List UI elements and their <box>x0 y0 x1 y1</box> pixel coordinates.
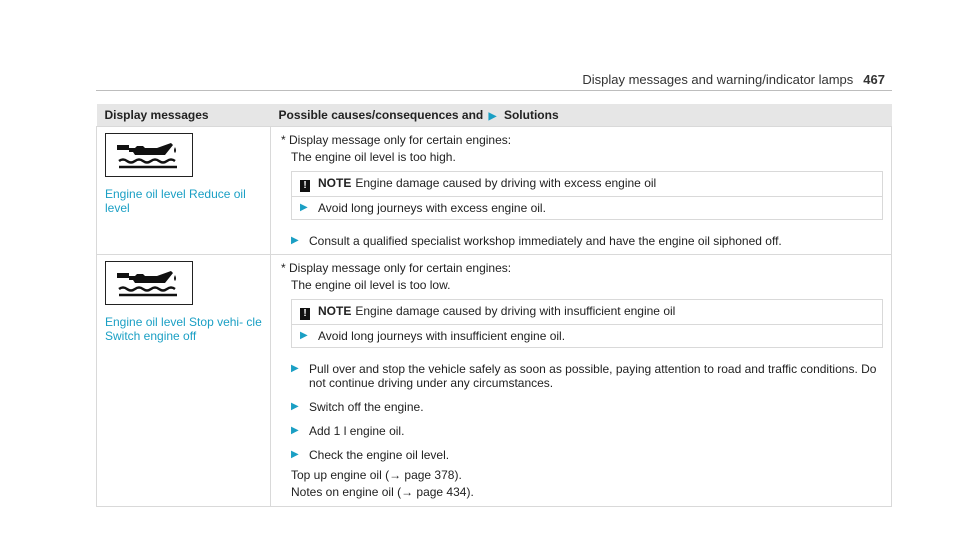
engine-oil-level-icon <box>105 133 193 177</box>
note-label: NOTE <box>318 304 352 318</box>
action-item: ▶ Pull over and stop the vehicle safely as soon as possible, paying attention to road and traffic conditions. Do not continue driving under any circumstances. <box>291 362 877 390</box>
column-header-display-messages: Display messages <box>97 104 271 127</box>
star-note: * Display message only for certain engines: <box>281 133 512 147</box>
solution-cell <box>271 255 892 507</box>
arrow-right-icon: ▶ <box>291 363 299 374</box>
note-text: Engine damage caused by driving with excess engine oil <box>355 176 657 190</box>
header-causes-text: Possible causes/consequences and <box>278 108 484 122</box>
arrow-right-icon: ▶ <box>488 111 497 122</box>
star-note: * Display message only for certain engines: <box>281 261 512 275</box>
warning-icon: ! <box>300 308 310 320</box>
message-cell <box>97 127 271 255</box>
cause-text: The engine oil level is too high. <box>291 150 456 164</box>
arrow-right-icon: ▶ <box>291 449 299 460</box>
arrow-right-icon: ▶ <box>291 425 299 436</box>
engine-oil-level-icon <box>105 261 193 305</box>
note-text: Engine damage caused by driving with insufficient engine oil <box>355 304 676 318</box>
arrow-right-icon: ▶ <box>291 235 299 246</box>
header-divider <box>96 90 892 91</box>
message-text: Engine oil level Reduce oil level <box>105 187 246 215</box>
arrow-right-icon: ▶ <box>300 202 308 213</box>
page-number: 467 <box>863 72 885 87</box>
table-row <box>97 127 892 255</box>
table-row <box>97 255 892 507</box>
header-title: Display messages and warning/indicator lamps <box>582 72 854 87</box>
note-action: Avoid long journeys with insufficient engine oil. <box>318 329 566 343</box>
action-item: ▶ Switch off the engine. <box>291 400 424 414</box>
page-reference: Notes on engine oil (→ page 434). <box>291 485 474 499</box>
message-cell <box>97 255 271 507</box>
arrow-right-icon: ▶ <box>291 401 299 412</box>
warning-icon: ! <box>300 180 310 192</box>
page-reference: Top up engine oil (→ page 378). <box>291 468 462 482</box>
note-label: NOTE <box>318 176 352 190</box>
display-messages-table <box>96 104 892 507</box>
action-item: ▶ Check the engine oil level. <box>291 448 450 462</box>
arrow-right-icon: ▶ <box>300 330 308 341</box>
note-box <box>291 171 883 220</box>
action-item: ▶ Consult a qualified specialist workshop immediately and have the engine oil siphoned off. <box>291 234 782 248</box>
note-box <box>291 299 883 348</box>
message-text: Engine oil level Stop vehi- cle Switch engine off <box>105 315 262 343</box>
page-header <box>582 72 885 87</box>
action-item: ▶ Add 1 l engine oil. <box>291 424 405 438</box>
column-header-solutions <box>271 104 892 127</box>
note-action: Avoid long journeys with excess engine oil. <box>318 201 546 215</box>
solution-cell <box>271 127 892 255</box>
cause-text: The engine oil level is too low. <box>291 278 451 292</box>
header-solutions-text: Solutions <box>503 108 559 122</box>
